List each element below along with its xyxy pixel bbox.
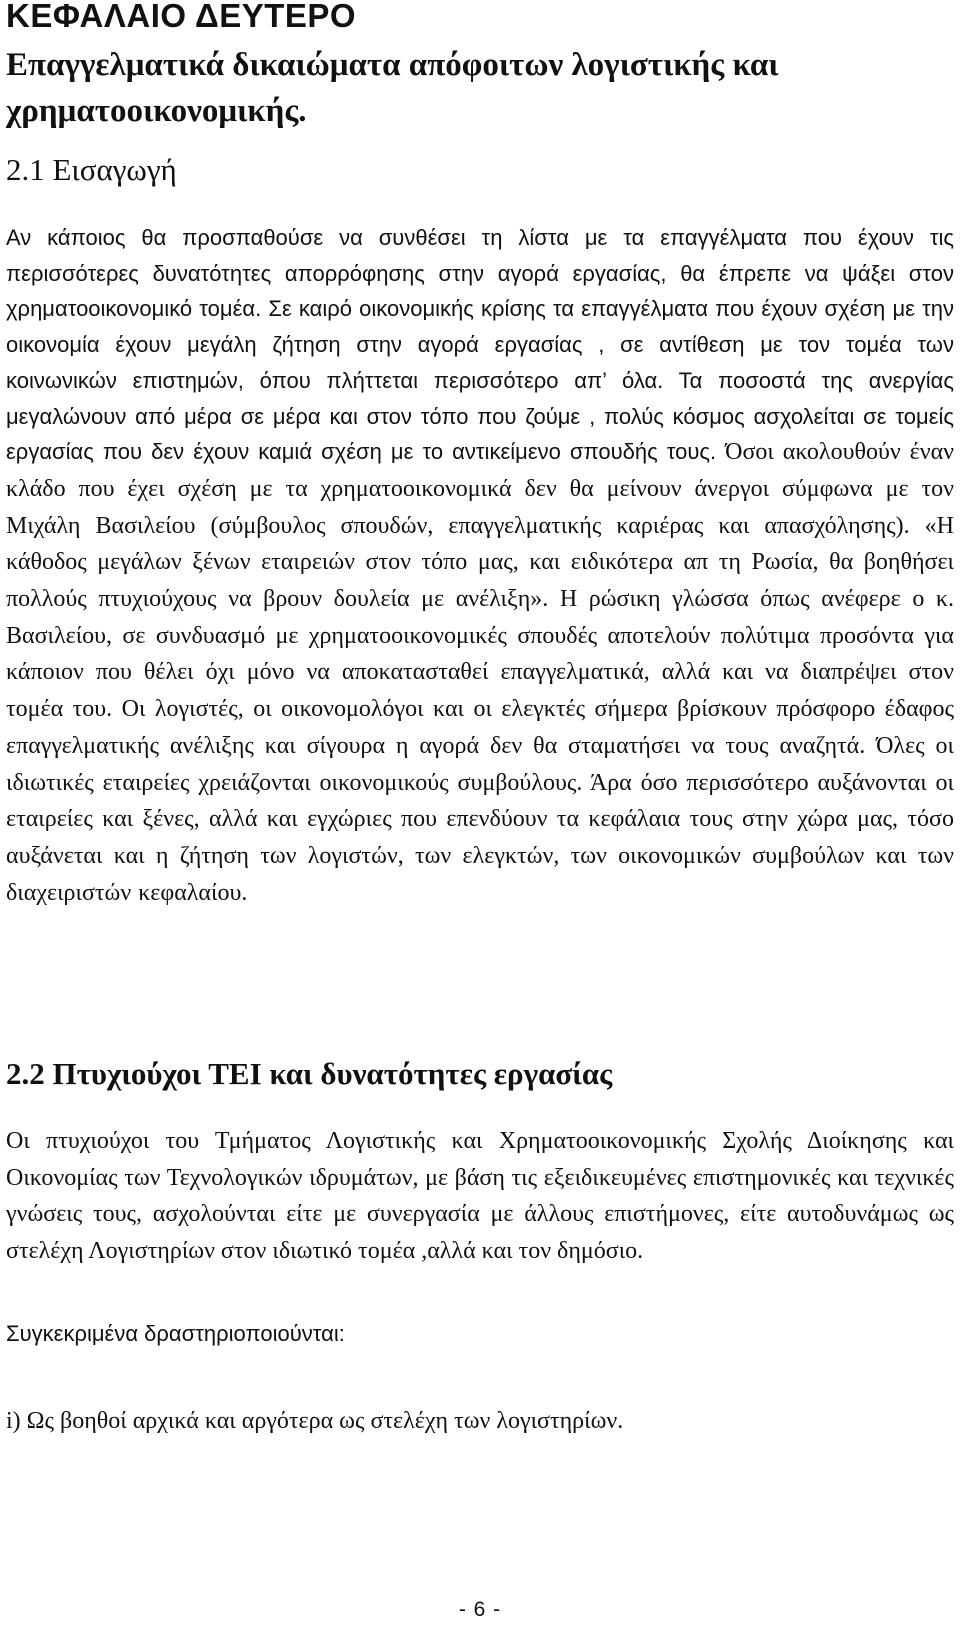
intro-text-sans: Αν κάποιος θα προσπαθούσε να συνθέσει τη λίστα με τα επαγγέλματα που έχουν τις περισσότερες δυνατότητες απορρόφησης στην αγορά εργασίας, θα έπρεπε να ψάξει στον χρηματοοικονομικό τομέα. Σε καιρό οικονομικής κρίσης τα επαγγέλματα που έχουν σχέση με την οικονομία έχουν μεγάλη ζήτηση στην αγορά εργασίας , σε αντίθεση με τον τομέα των κοινωνικών επιστημών, όπου πλήττεται περισσότερο απ’ όλα. Τα ποσοστά της ανεργίας μεγαλώνουν από μέρα σε μέρα και στον τόπο που ζούμε , πολύς κόσμος ασχολείται σε τομείς εργασίας που δεν έχουν καμιά σχέση με το αντικείμενο σπουδής τους. xyxy=(6,225,954,465)
chapter-title: Επαγγελματικά δικαιώματα απόφοιτων λογιστικής και χρηματοοικονομικής. xyxy=(6,47,779,129)
intro-text-serif: Όσοι ακολουθούν έναν κλάδο που έχει σχέση με τα χρηματοοικονομικά δεν θα μείνουν άνεργοι σύμφωνα με τον Μιχάλη Βασιλείου (σύμβουλος σπουδών, επαγγελματικής καριέρας και απασχόλησης). «Η κάθοδος μεγάλων ξένων εταιρειών στον τόπο μας, και ειδικότερα απ τη Ρωσία, θα βοηθήσει πολλούς πτυχιούχους να βρουν δουλεία με ανέλιξη». Η ρώσικη γλώσσα όπως ανέφερε ο κ. Βασιλείου, σε συνδυασμό με χρηματοοικονομικές σπουδές αποτελούν πολύτιμα προσόντα για κάποιον που θέλει όχι μόνο να αποκατασταθεί επαγγελματικά, αλλά και να διαπρέψει στον τομέα του. Οι λογιστές, οι οικονομολόγοι και οι ελεγκτές σήμερα βρίσκουν πρόσφορο έδαφος επαγγελματικής ανέλιξης και σίγουρα η αγορά δεν θα σταματήσει να τους αναζητά. Όλες οι ιδιωτικές εταιρείες χρειάζονται οικονομικούς συμβούλους. Άρα όσο περισσότερο αυξάνονται οι εταιρείες και ξένες, αλλά και εγχώριες που επενδύουν τα κεφάλαια τους στην χώρα μας, τόσο αυξάνεται και η ζήτηση των λογιστών, των ελεγκτών, των οικονομικών συμβούλων και των διαχειριστών κεφαλαίου. xyxy=(6,439,954,906)
chapter-label: ΚΕΦΑΛΑΙΟ ΔΕΥΤΕΡΟ xyxy=(6,0,357,34)
section-heading-intro: 2.1 Εισαγωγή xyxy=(6,152,177,187)
section-heading-graduates: 2.2 Πτυχιούχοι ΤΕΙ και δυνατότητες εργασίας xyxy=(6,1056,613,1091)
activities-intro: Συγκεκριμένα δραστηριοποιούνται: xyxy=(6,1321,345,1346)
intro-paragraph xyxy=(6,220,954,911)
page-number: - 6 - xyxy=(458,1598,502,1621)
graduates-paragraph: Οι πτυχιούχοι του Τμήματος Λογιστικής και Χρηματοοικονομικής Σχολής Διοίκησης και Οικονομίας των Τεχνολογικών ιδρυμάτων, με βάση τις εξειδικευμένες επιστημονικές και τεχνικές γνώσεις τους, ασχολούνται είτε με συνεργασία με άλλους επιστήμονες, είτε αυτοδυνάμως ως στελέχη Λογιστηρίων στον ιδιωτικό τομέα ,αλλά και τον δημόσιο. xyxy=(6,1128,954,1264)
list-item: i) Ως βοηθοί αρχικά και αργότερα ως στελέχη των λογιστηρίων. xyxy=(6,1408,624,1434)
